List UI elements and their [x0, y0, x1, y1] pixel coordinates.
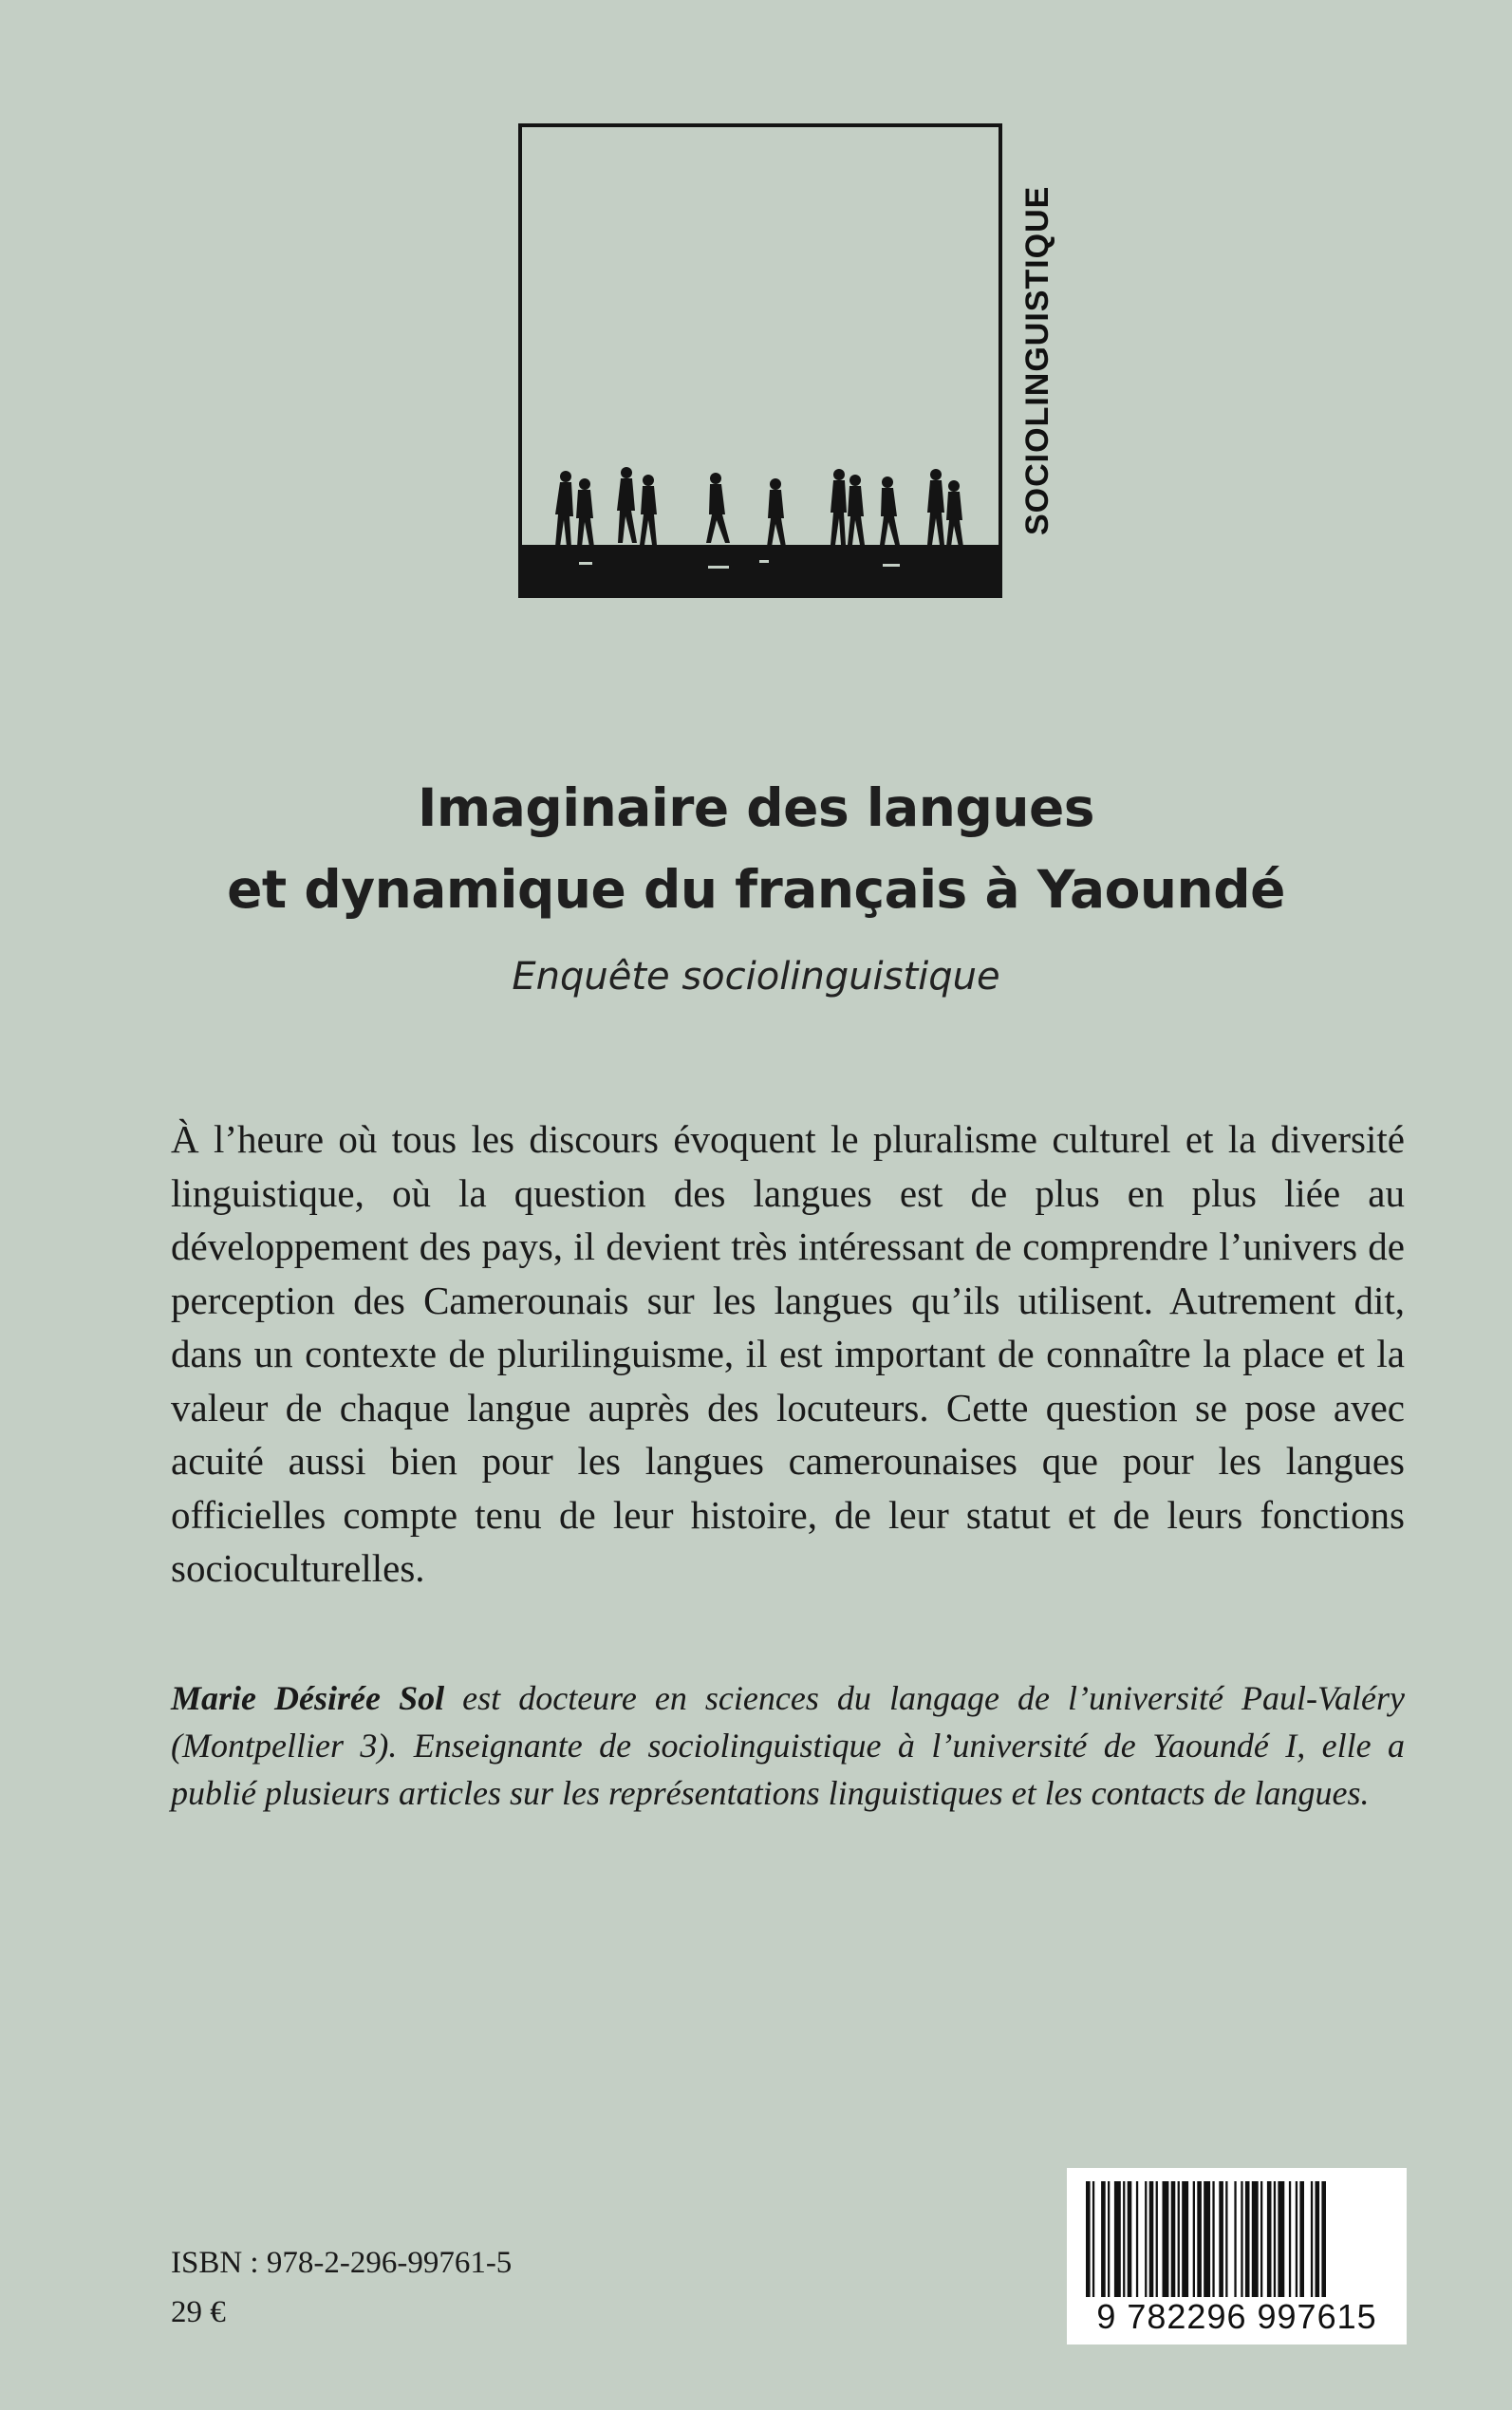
barcode-bar: [1156, 2181, 1158, 2303]
barcode-bar: [1086, 2181, 1091, 2303]
barcode-bar: [1245, 2181, 1250, 2303]
book-title: [95, 767, 1417, 930]
barcode-bar: [1193, 2181, 1195, 2303]
barcode-bar: [1171, 2181, 1176, 2303]
barcode-bar: [1145, 2181, 1147, 2303]
barcode-bar: [1204, 2181, 1210, 2303]
barcode-bar: [1114, 2181, 1121, 2303]
barcode-bar: [1197, 2181, 1202, 2303]
author-name: Marie Désirée Sol: [171, 1679, 445, 1717]
book-subtitle: Enquête sociolinguistique: [512, 955, 1000, 999]
barcode-bar: [1123, 2181, 1125, 2303]
price: 29 €: [171, 2295, 226, 2329]
barcode-bar: [1311, 2181, 1313, 2303]
barcode-bar: [1136, 2181, 1138, 2303]
barcode-bar: [1296, 2181, 1297, 2303]
barcode-bar: [1267, 2181, 1272, 2303]
barcode-bar: [1234, 2181, 1236, 2303]
barcode-digits: 9 782296 997615: [1080, 2297, 1393, 2337]
book-title-line1: Imaginaire des langues: [417, 777, 1095, 838]
author-bio-text: est docteure en sciences du langage de l’université Paul-Valéry (Montpellier 3). Enseignante de sociolinguistique à l’université de Yaoundé I, elle a publié plusieurs articles sur les représentations linguistiques et les contacts de langues.: [171, 1679, 1406, 1812]
barcode-bar: [1260, 2181, 1262, 2303]
barcode-bar: [1178, 2181, 1180, 2303]
barcode-bar: [1212, 2181, 1214, 2303]
barcode-bar: [1101, 2181, 1106, 2303]
barcode-bar: [1321, 2181, 1326, 2303]
barcode-bar: [1219, 2181, 1223, 2303]
barcode-bar: [1316, 2181, 1320, 2303]
author-bio: [171, 1674, 1405, 1817]
book-title-line2: et dynamique du français à Yaoundé: [227, 859, 1285, 920]
barcode-bar: [1252, 2181, 1259, 2303]
barcode-bar: [1163, 2181, 1169, 2303]
barcode-bar: [1225, 2181, 1227, 2303]
barcode-bar: [1278, 2181, 1284, 2303]
summary-paragraph: À l’heure où tous les discours évoquent le pluralisme culturel et la diversité linguistique, où la question des langues est de plus en plus liée au développement des pays, il devient très intéressant de comprendre l’univers de perception des Camerounais sur les langues qu’ils utilisent. Autrement dit, dans un contexte de plurilinguisme, il est important de connaître la place et la valeur de chaque langue auprès des locuteurs. Cette question se pose avec acuité aussi bien pour les langues camerounaises que pour les langues officielles compte tenu de leur histoire, de leur statut et de leurs fonctions socioculturelles.: [171, 1117, 1405, 1590]
barcode-bar: [1289, 2181, 1291, 2303]
barcode-bar: [1299, 2181, 1304, 2303]
barcode-bar: [1241, 2181, 1242, 2303]
walking-people-illustration: [522, 127, 999, 594]
barcode-bar: [1092, 2181, 1094, 2303]
isbn: ISBN : 978-2-296-99761-5: [171, 2246, 513, 2280]
barcode-bar: [1149, 2181, 1154, 2303]
barcode-bar: [1274, 2181, 1276, 2303]
series-label: SOCIOLINGUISTIQUE: [1019, 185, 1055, 536]
series-logo: [518, 123, 1002, 598]
barcode: [1067, 2168, 1407, 2345]
barcode-bar: [1128, 2181, 1132, 2303]
barcode-bar: [1182, 2181, 1188, 2303]
barcode-bar: [1108, 2181, 1110, 2303]
